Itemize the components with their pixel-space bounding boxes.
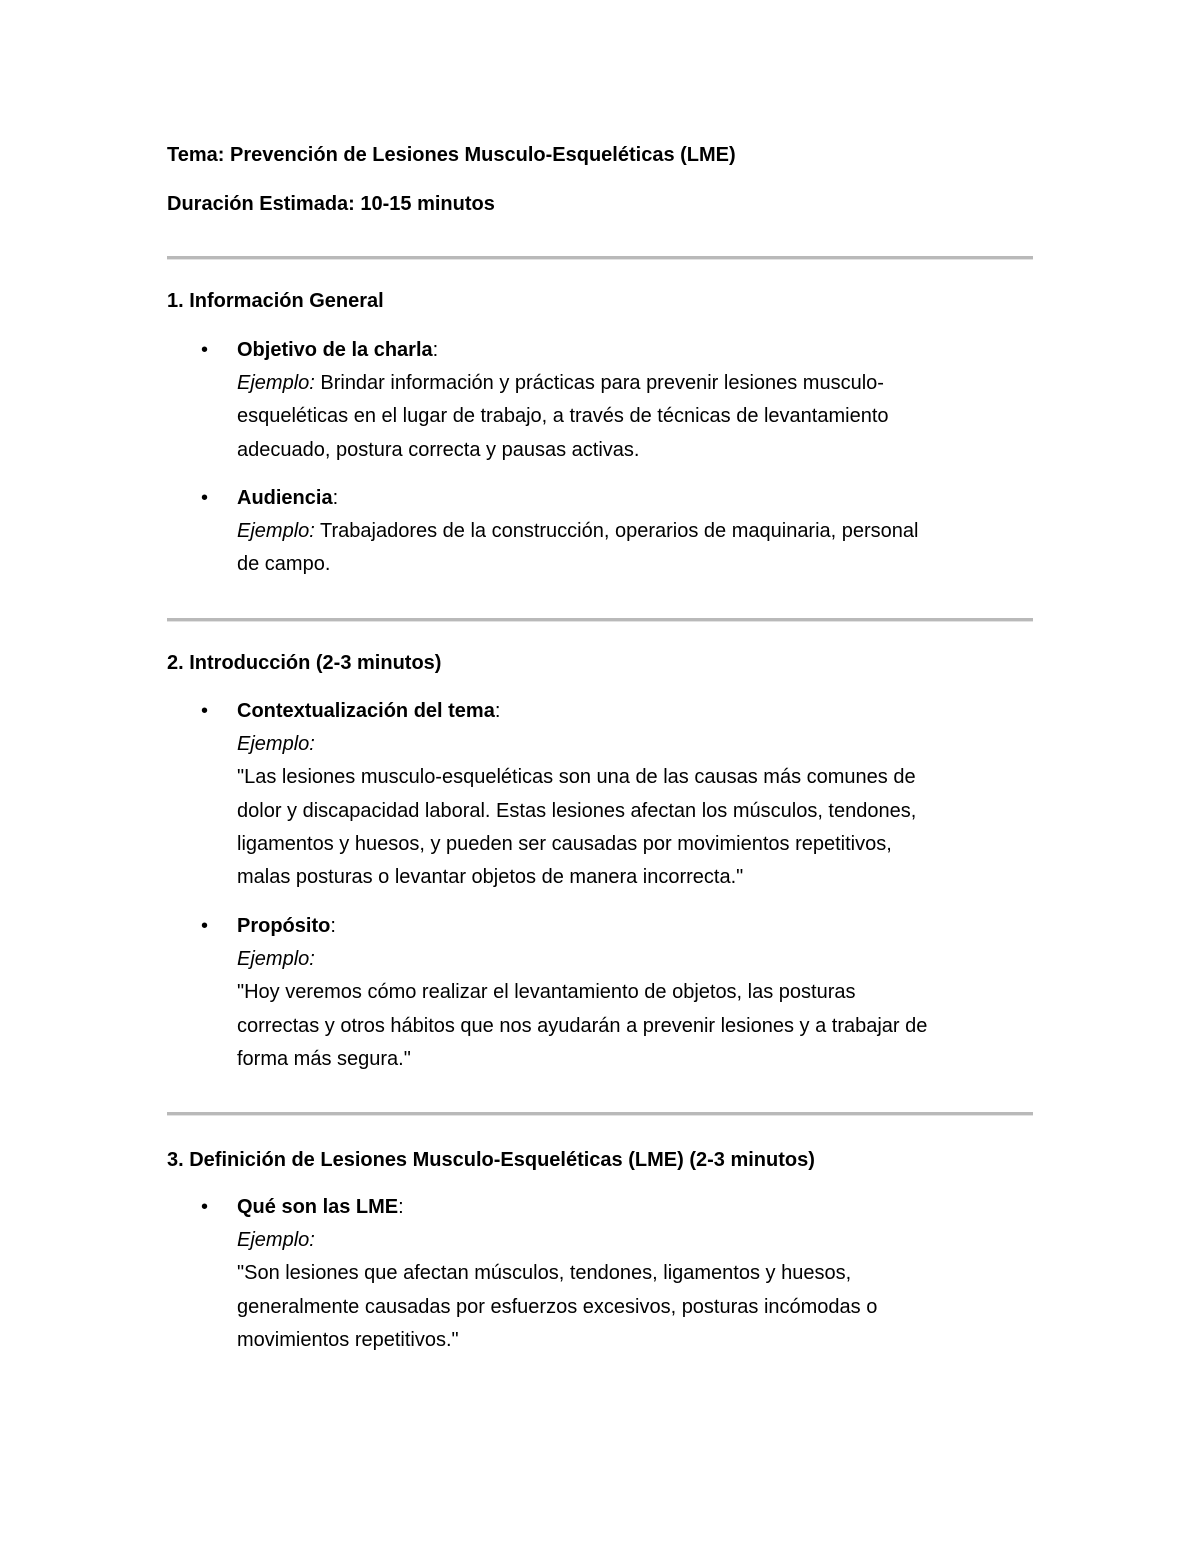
example-label: Ejemplo: (237, 520, 315, 543)
item-heading: Contextualización del tema: (237, 700, 501, 722)
bullet-icon: • (201, 487, 209, 509)
item-label: Qué son las LME (237, 1196, 399, 1218)
section-3-title: 3. Definición de Lesiones Musculo-Esqueléticas (LME) (2-3 minutos) (167, 1149, 815, 1171)
example-label: Ejemplo: (237, 372, 315, 395)
divider-1 (167, 256, 1033, 260)
item-label: Objetivo de la charla (237, 339, 433, 361)
item-contextualizacion: • Contextualización del tema: Ejemplo: "Las lesiones musculo-esqueléticas son una de las causas más comunes de dolor y discapacidad laboral. Estas lesiones afectan los músculos, tendones, ligamentos y huesos, y pueden ser causadas por movimientos repetitivos, malas posturas o levantar objetos de manera incorrecta." (237, 695, 1027, 894)
estimated-duration: Duración Estimada: 10-15 minutos (167, 193, 495, 215)
bullet-icon: • (201, 339, 209, 361)
example-label: Ejemplo: (237, 1229, 315, 1252)
item-objetivo: • Objetivo de la charla: Ejemplo: Brindar información y prácticas para prevenir lesiones musculo- esqueléticas en el lugar de trabajo, a través de técnicas de levantamiento adecuado, postura correcta y pausas activas. (237, 334, 1027, 467)
item-label: Propósito (237, 915, 331, 937)
item-heading: Qué son las LME: (237, 1196, 404, 1218)
section-2-title: 2. Introducción (2-3 minutos) (167, 652, 442, 674)
item-heading: Audiencia: (237, 487, 339, 509)
item-label: Audiencia (237, 487, 333, 509)
example-label: Ejemplo: (237, 948, 315, 971)
item-que-son-lme: • Qué son las LME: Ejemplo: "Son lesiones que afectan músculos, tendones, ligamentos y huesos, generalmente causadas por esfuerzos excesivos, posturas incómodas o movimientos repetitivos." (237, 1191, 1027, 1357)
item-audiencia: • Audiencia: Ejemplo: Trabajadores de la construcción, operarios de maquinaria, personal de campo. (237, 482, 1027, 582)
item-heading: Propósito: (237, 915, 336, 937)
divider-2 (167, 618, 1033, 622)
divider-3 (167, 1112, 1033, 1116)
bullet-icon: • (201, 915, 209, 937)
example-label: Ejemplo: (237, 733, 315, 756)
bullet-icon: • (201, 700, 209, 722)
topic-title: Tema: Prevención de Lesiones Musculo-Esqueléticas (LME) (167, 144, 736, 166)
section-1-title: 1. Información General (167, 290, 384, 312)
item-proposito: • Propósito: Ejemplo: "Hoy veremos cómo realizar el levantamiento de objetos, las posturas correctas y otros hábitos que nos ayudarán a prevenir lesiones y a trabajar de forma más segura." (237, 910, 1027, 1076)
item-heading: Objetivo de la charla: (237, 339, 439, 361)
bullet-icon: • (201, 1196, 209, 1218)
item-label: Contextualización del tema (237, 700, 495, 722)
